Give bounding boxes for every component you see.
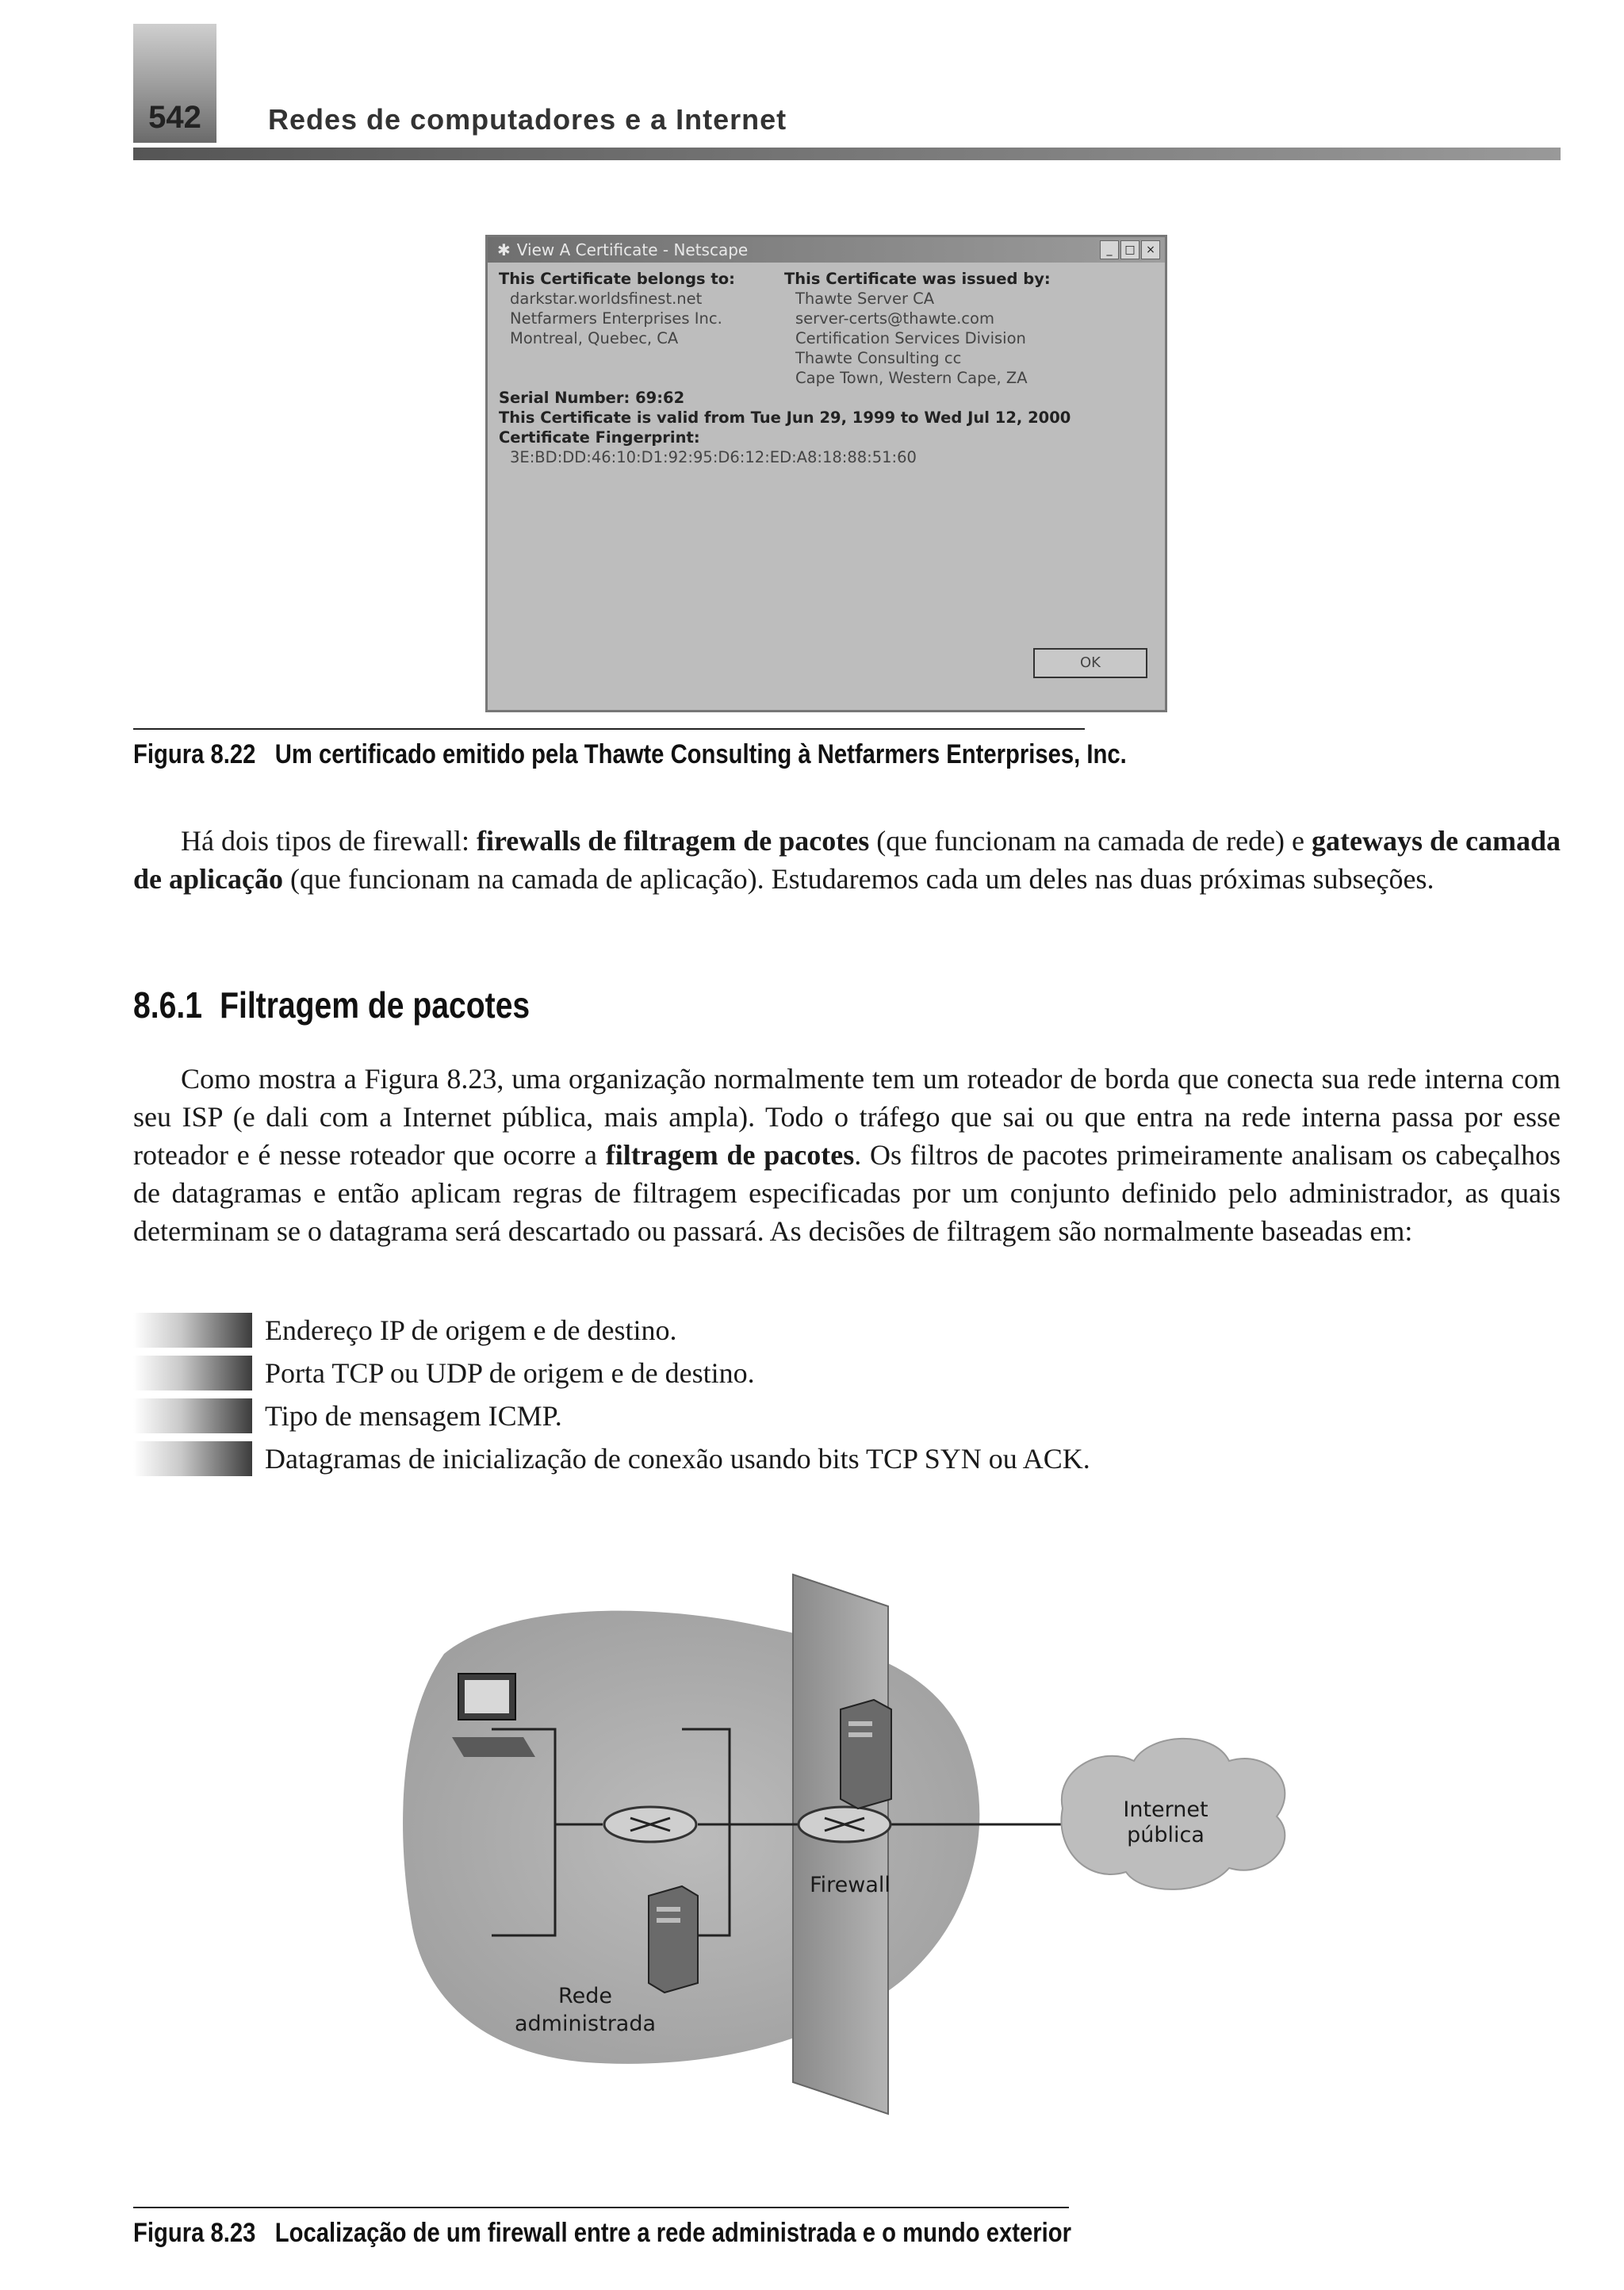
bold-term: firewalls de filtragem de pacotes: [476, 825, 870, 857]
figure-caption-822: [133, 739, 1127, 770]
figure-rule: [133, 2207, 1069, 2208]
figure-caption-823: [133, 2218, 1071, 2249]
netscape-icon: ✱: [497, 240, 511, 259]
router-icon: [604, 1807, 696, 1842]
maximize-icon[interactable]: □: [1120, 240, 1139, 259]
list-item-text: Endereço IP de origem e de destino.: [265, 1314, 677, 1346]
section-heading: [133, 984, 530, 1026]
serial-number: Serial Number: 69:62: [499, 389, 685, 407]
section-title: Filtragem de pacotes: [220, 984, 530, 1026]
issued-label: This Certificate was issued by:: [784, 270, 1051, 288]
firewall-label: Firewall: [810, 1873, 891, 1897]
bullet-marker: [133, 1313, 252, 1348]
close-icon[interactable]: ×: [1141, 240, 1160, 259]
subject-column: [499, 269, 784, 388]
window-buttons: [1100, 240, 1160, 259]
list-item: [133, 1394, 1090, 1437]
issuer-line: Cape Town, Western Cape, ZA: [795, 369, 1028, 387]
figure-caption-text: Localização de um firewall entre a rede administrada e o mundo exterior: [274, 2218, 1071, 2248]
text-run: Há dois tipos de firewall:: [181, 825, 477, 857]
dialog-title: View A Certificate - Netscape: [516, 240, 749, 259]
fingerprint-label: Certificate Fingerprint:: [499, 428, 700, 447]
text-run: (que funcionam na camada de aplicação). Estudaremos cada um deles nas duas próximas subseções.: [282, 863, 1434, 895]
filter-paragraph: [133, 1060, 1561, 1250]
dialog-titlebar: [488, 237, 1165, 263]
dialog-body: [488, 263, 1165, 474]
fingerprint-value: 3E:BD:DD:46:10:D1:92:95:D6:12:ED:A8:18:88:51:60: [510, 448, 917, 466]
figure-rule: [133, 728, 1085, 730]
belongs-label: This Certificate belongs to:: [499, 270, 735, 288]
internet-label-line2: pública: [1127, 1823, 1205, 1847]
text-run: Como mostra a Figura 8.23, uma organização normalmente tem um roteador de borda que conecta sua rede interna com seu ISP (e dali com a Internet pública, mais ampla). Todo o tráfego que sai ou que entra na rede interna passa por esse roteador e é nesse roteador que ocorre a: [133, 1063, 1561, 1171]
server-icon: [649, 1886, 698, 1993]
issuer-line: server-certs@thawte.com: [795, 309, 994, 328]
list-item: [133, 1437, 1090, 1480]
figure-number: Figura 8.22: [133, 739, 256, 769]
list-item: [133, 1352, 1090, 1394]
page-number: 542: [148, 100, 201, 135]
list-item-text: Datagramas de inicialização de conexão usando bits TCP SYN ou ACK.: [265, 1443, 1090, 1475]
minimize-icon[interactable]: _: [1100, 240, 1119, 259]
page-number-block: [133, 24, 216, 143]
server-icon: [841, 1700, 891, 1809]
network-label-line1: Rede: [558, 1984, 612, 2008]
router-icon: [799, 1807, 891, 1842]
intro-paragraph: [133, 822, 1561, 898]
issuer-line: Thawte Consulting cc: [795, 349, 962, 367]
validity-period: This Certificate is valid from Tue Jun 29, 1999 to Wed Jul 12, 2000: [499, 409, 1071, 427]
bullet-marker: [133, 1441, 252, 1476]
network-label-line2: administrada: [514, 2012, 657, 2036]
firewall-diagram: [0, 1547, 1624, 2197]
list-item-text: Tipo de mensagem ICMP.: [265, 1400, 562, 1432]
subject-line: Netfarmers Enterprises Inc.: [510, 309, 722, 328]
issuer-line: Thawte Server CA: [795, 290, 935, 308]
section-number: 8.6.1: [133, 984, 202, 1026]
bold-term: filtragem de pacotes: [605, 1139, 855, 1171]
issuer-line: Certification Services Division: [795, 329, 1026, 347]
internet-label-line1: Internet: [1123, 1797, 1208, 1822]
bullet-marker: [133, 1356, 252, 1390]
list-item-text: Porta TCP ou UDP de origem e de destino.: [265, 1357, 755, 1389]
header-rule: [133, 148, 1561, 160]
subject-line: darkstar.worldsfinest.net: [510, 290, 703, 308]
issuer-column: [784, 269, 1070, 388]
certificate-dialog: [485, 235, 1167, 712]
running-title: Redes de computadores e a Internet: [268, 103, 787, 136]
figure-number: Figura 8.23: [133, 2218, 256, 2248]
firewall-wall: [793, 1575, 888, 2114]
list-item: [133, 1309, 1090, 1352]
text-run: . Os filtros de pacotes primeiramente analisam os cabeçalhos de datagramas e então aplicam regras de filtragem especificadas por um conjunto definido pelo administrador, as quais determinam se o datagrama será descartado ou passará. As decisões de filtragem são normalmente baseadas em:: [133, 1139, 1561, 1247]
bold-term: gateways de camada de aplicação: [133, 825, 1561, 895]
subject-line: Montreal, Quebec, CA: [510, 329, 679, 347]
text-run: (que funcionam na camada de rede) e: [869, 825, 1312, 857]
figure-caption-text: Um certificado emitido pela Thawte Consulting à Netfarmers Enterprises, Inc.: [274, 739, 1127, 769]
criteria-list: [133, 1309, 1090, 1480]
bullet-marker: [133, 1398, 252, 1433]
ok-button[interactable]: OK: [1033, 648, 1147, 678]
